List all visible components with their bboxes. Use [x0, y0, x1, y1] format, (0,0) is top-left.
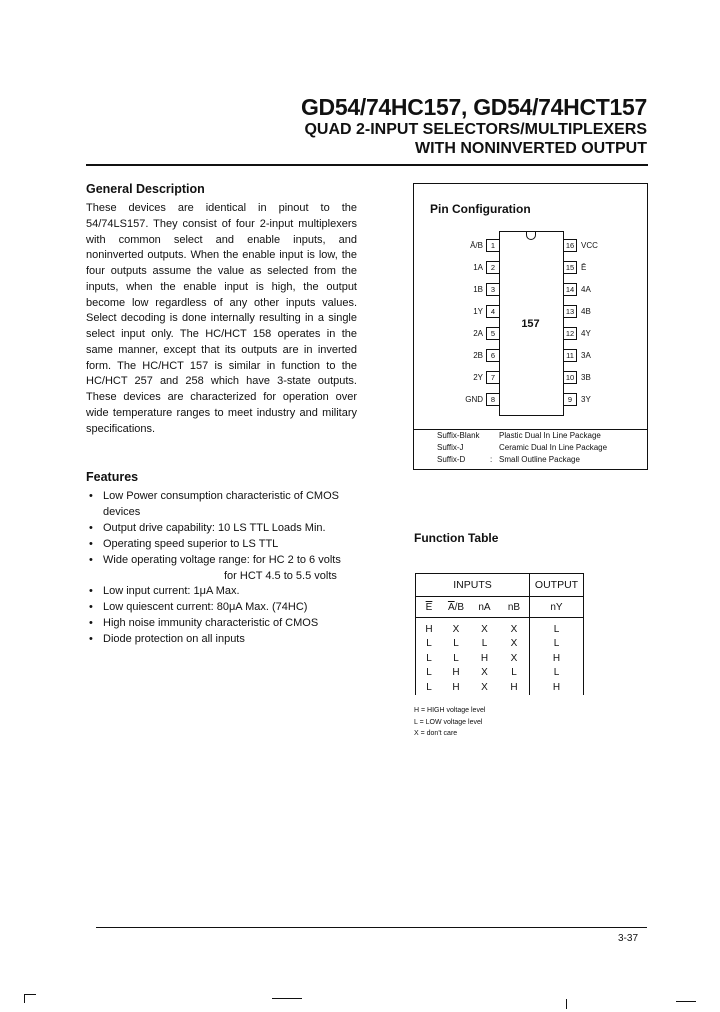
table-cell: H — [452, 667, 460, 679]
bullet-marker: • — [89, 585, 93, 598]
table-row — [416, 666, 584, 681]
bullet-marker: • — [89, 490, 93, 502]
table-cell: L — [416, 680, 443, 695]
bullet-marker: • — [89, 617, 93, 630]
bullet-marker: • — [89, 553, 93, 566]
legend-line: X = don't care — [414, 730, 458, 737]
ic-part-label: 157 — [521, 318, 540, 330]
table-cell: L — [416, 637, 443, 652]
function-table-legend — [414, 705, 485, 740]
table-cell: L — [530, 666, 584, 681]
feature-text: Low Power consumption characteristic of CMOS — [103, 490, 339, 502]
pin-name-right: Ē — [581, 263, 587, 272]
pin-number-right: 11 — [563, 349, 577, 362]
feature-item — [86, 600, 376, 616]
suffix-code: Suffix-Blank — [437, 431, 480, 440]
subtitle-line-1: QUAD 2-INPUT SELECTORS/MULTIPLEXERS — [304, 121, 647, 138]
pin-number-left: 6 — [486, 349, 500, 362]
feature-text: High noise immunity characteristic of CMOS — [103, 617, 319, 630]
table-cell: X — [481, 681, 488, 693]
pin-number-right: 15 — [563, 261, 577, 274]
table-row — [416, 680, 584, 695]
column-header-part: $\overline{A}$ — [447, 601, 455, 613]
feature-item — [86, 632, 376, 648]
table-cell: L — [530, 637, 584, 652]
pin-name-right: 4A — [581, 285, 591, 294]
table-cell: X — [452, 623, 460, 635]
features-list — [86, 489, 376, 648]
bullet-marker: • — [89, 521, 93, 534]
pin-number-left: 7 — [486, 371, 500, 384]
feature-text: Low input current: 1μA Max. — [103, 585, 240, 598]
suffix-description: Small Outline Package — [499, 455, 580, 464]
scan-mark — [676, 1001, 696, 1002]
column-header: $\overline{A}/B$ — [442, 597, 470, 618]
legend-line: L = LOW voltage level — [414, 718, 483, 726]
pin-configuration-title: Pin Configuration — [430, 202, 531, 216]
feature-item — [86, 584, 376, 600]
table-cell: L — [453, 638, 459, 650]
scan-mark — [272, 998, 302, 999]
column-header: $\overline{E}$ — [416, 597, 443, 618]
general-description-heading: General Description — [86, 182, 205, 196]
pin-number-left: 8 — [486, 393, 500, 406]
pin-name-left: 2Y — [473, 373, 483, 382]
feature-item — [86, 521, 376, 537]
suffix-separator-mark: : — [490, 455, 493, 464]
table-cell: L — [511, 667, 517, 679]
table-cell: X — [510, 623, 518, 635]
table-row — [416, 618, 584, 637]
table-cell: L — [416, 651, 443, 666]
pin-number-left: 5 — [486, 327, 500, 340]
feature-text: Operating speed superior to LS TTL — [103, 537, 279, 550]
bullet-marker: • — [89, 537, 93, 550]
table-cell: L — [530, 618, 584, 637]
pin-name-right: 3A — [581, 351, 591, 360]
table-cell: L — [453, 652, 459, 664]
feature-text-continued: devices — [103, 505, 141, 518]
pin-name-left: 1B — [473, 285, 483, 294]
pin-number-left: 2 — [486, 261, 500, 274]
table-row — [416, 637, 584, 652]
pin-number-right: 14 — [563, 283, 577, 296]
table-cell: H — [480, 652, 489, 664]
feature-text: Diode protection on all inputs — [103, 633, 245, 646]
part-number-title: GD54/74HC157, GD54/74HCT157 — [300, 94, 647, 120]
feature-item — [86, 616, 376, 632]
pin-name-left: Ā/B — [470, 241, 483, 250]
pin-name-right: VCC — [581, 241, 598, 250]
pin-number-right: 16 — [563, 239, 577, 252]
table-cell: L — [416, 666, 443, 681]
table-cell: X — [510, 638, 518, 650]
table-cell: X — [481, 667, 488, 679]
footer-rule — [96, 927, 647, 928]
pin-name-left: 2A — [473, 329, 483, 338]
feature-text: Output drive capability: 10 LS TTL Loads Min. — [103, 521, 326, 534]
subtitle-line-2: WITH NONINVERTED OUTPUT — [415, 140, 647, 157]
pin-name-left: GND — [465, 395, 483, 404]
feature-text: Low quiescent current: 80μA Max. (74HC) — [103, 601, 308, 614]
table-cell: H — [530, 680, 584, 695]
pin-number-right: 12 — [563, 327, 577, 340]
suffix-separator — [413, 429, 647, 430]
scan-mark — [566, 999, 567, 1009]
pin-number-right: 9 — [563, 393, 577, 406]
scan-mark — [24, 994, 25, 1003]
output-group-header: OUTPUT — [530, 574, 584, 597]
pin-name-right: 4Y — [581, 329, 591, 338]
feature-text-continued: for HCT 4.5 to 5.5 volts — [224, 569, 337, 582]
function-table-title: Function Table — [414, 531, 499, 545]
header-rule — [86, 164, 648, 166]
feature-item — [86, 553, 376, 585]
suffix-code: Suffix-D — [437, 455, 466, 464]
scan-mark — [24, 994, 36, 995]
pin-number-right: 13 — [563, 305, 577, 318]
pin-name-right: 3B — [581, 373, 591, 382]
bullet-marker: • — [89, 601, 93, 614]
legend-line: H = HIGH voltage level — [414, 707, 486, 714]
table-cell: H — [530, 651, 584, 666]
bullet-marker: • — [89, 633, 93, 646]
table-cell: L — [481, 638, 488, 650]
pin-number-left: 1 — [486, 239, 500, 252]
column-header: nY — [530, 597, 584, 618]
suffix-description: Plastic Dual In Line Package — [499, 431, 601, 440]
general-description-text: These devices are identical in pinout to the 54/74LS157. They consist of four 2-input multiplexers with common select and enable inputs, and noninverted outputs. When the enable input is low, the four outputs assume the value as selected from the inputs, when the enable input is high, the output become low regardless of any other inputs values. Select decoding is done internally resulting in a single select input only. The HC/HCT 158 operates in the same manner, except that its outputs are in inverted form. The HC/HCT 157 is similar in function to the HC/HCT 257 and 258 which have 3-state outputs. These devices are characterized for operation over wide temperature ranges to meet industry and military specifications. — [86, 202, 357, 435]
pin-name-left: 1A — [473, 263, 483, 272]
table-cell: H — [452, 681, 460, 693]
inputs-group-header: INPUTS — [416, 574, 530, 597]
page-number: 3-37 — [618, 933, 639, 944]
table-cell: H — [416, 618, 443, 637]
suffix-code: Suffix-J — [437, 443, 464, 452]
pin-name-right: 3Y — [581, 395, 591, 404]
pin-name-right: 4B — [581, 307, 591, 316]
table-row — [416, 651, 584, 666]
function-table — [415, 573, 584, 695]
table-cell: X — [510, 652, 518, 664]
pin-name-left: 1Y — [473, 307, 483, 316]
pin-number-left: 3 — [486, 283, 500, 296]
feature-item — [86, 537, 376, 553]
column-header: nB — [499, 597, 530, 618]
feature-text: Wide operating voltage range: for HC 2 to 6 volts — [103, 553, 341, 566]
feature-item — [86, 489, 376, 521]
pin-number-right: 10 — [563, 371, 577, 384]
pin-number-left: 4 — [486, 305, 500, 318]
table-cell: X — [481, 623, 488, 635]
pin-name-left: 2B — [473, 351, 483, 360]
features-heading: Features — [86, 470, 139, 484]
table-cell: H — [510, 681, 518, 693]
suffix-description: Ceramic Dual In Line Package — [499, 443, 608, 452]
column-header: nA — [470, 597, 499, 618]
